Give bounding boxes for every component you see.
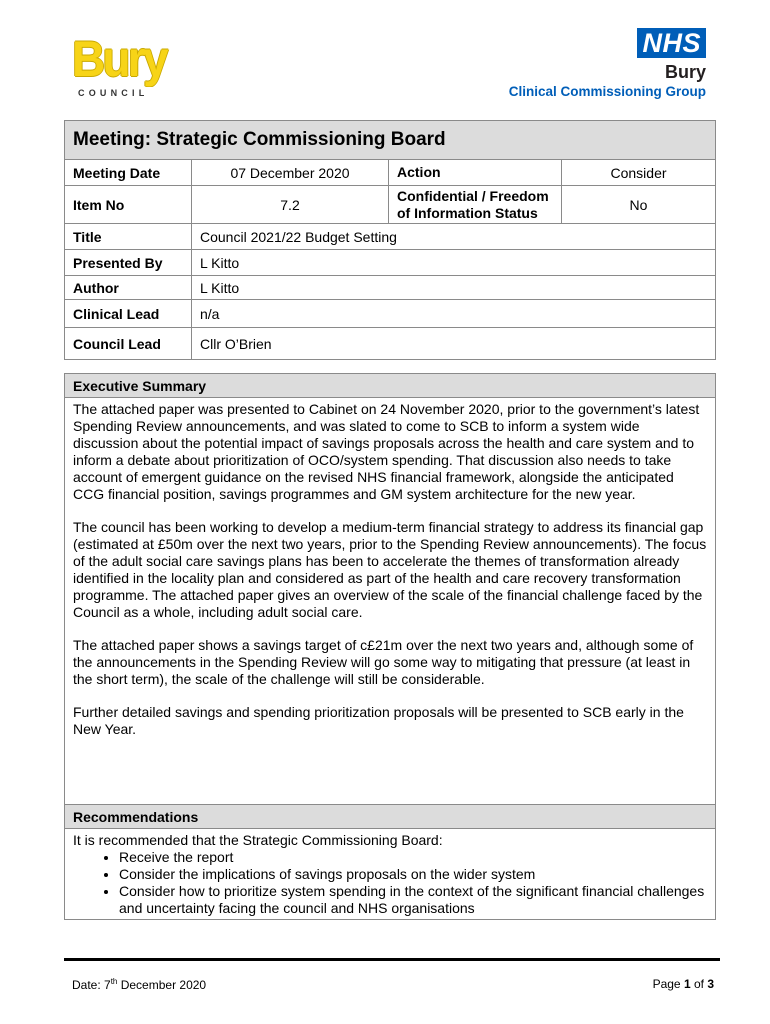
recommendations-list <box>73 849 707 917</box>
footer-date-sup: th <box>110 977 118 986</box>
footer-date-suffix: December 2020 <box>117 978 207 992</box>
bury-council-logo <box>72 31 176 98</box>
title-label: Title <box>65 224 192 250</box>
action-value: Consider <box>562 160 716 186</box>
executive-summary-paragraph: The attached paper was presented to Cabinet on 24 November 2020, prior to the government’s latest Spending Review announcements, and was slated to come to SCB to inform a system wide discussion about the potential impact of savings proposals across the health and care system and to inform a debate about prioritization of OCO/system spending. That discussion also needs to take account of emergent guidance on the revised NHS financial framework, alongside the anticipated CCG financial position, savings programmes and GM system architecture for the new year. <box>73 401 700 502</box>
title-value: Council 2021/22 Budget Setting <box>192 224 716 250</box>
author-label: Author <box>65 276 192 300</box>
meeting-title-row <box>65 121 716 160</box>
item-no-row <box>65 186 716 224</box>
footer-page-number <box>653 977 714 991</box>
meeting-details-table <box>64 120 716 360</box>
recommendation-item: • Receive the report <box>119 849 707 866</box>
council-lead-value: Cllr O’Brien <box>192 328 716 360</box>
item-no-value: 7.2 <box>192 186 389 224</box>
foi-status-label: Confidential / Freedom of Information Status <box>389 186 562 224</box>
council-lead-label: Council Lead <box>65 328 192 360</box>
footer-date <box>72 977 206 992</box>
footer-divider <box>64 958 720 961</box>
council-lead-row <box>65 328 716 360</box>
presented-by-row <box>65 250 716 276</box>
recommendations-body <box>65 829 715 923</box>
clinical-lead-row <box>65 300 716 328</box>
executive-summary-paragraph: The council has been working to develop a medium-term financial strategy to address its financial gap (estimated at £50m over the next two years, prior to the Spending Review announcements). The focus of the adult social care savings plans has been to accelerate the themes of transformation already identified in the locality plan and considered as part of the health and care recovery transformation programme. The attached paper gives an overview of the scale of the financial challenge faced by the Council as a whole, including adult social care. <box>73 519 707 620</box>
author-value: L Kitto <box>192 276 716 300</box>
nhs-org-name: Bury <box>664 62 706 82</box>
meeting-date-row <box>65 160 716 186</box>
executive-summary-section <box>64 373 716 805</box>
clinical-lead-value: n/a <box>192 300 716 328</box>
recommendation-item: • Consider the implications of savings proposals on the wider system <box>119 866 707 883</box>
meeting-title: Meeting: Strategic Commissioning Board <box>65 121 716 160</box>
footer-date-prefix: Date: 7 <box>72 978 111 992</box>
footer-page-of: of <box>690 977 708 991</box>
recommendations-heading: Recommendations <box>65 805 715 829</box>
footer-page-prefix: Page <box>652 977 684 991</box>
presented-by-value: L Kitto <box>192 250 716 276</box>
clinical-lead-label: Clinical Lead <box>65 300 192 328</box>
item-no-label: Item No <box>65 186 192 224</box>
bury-council-logo-word: Bury <box>72 31 166 87</box>
foi-status-value: No <box>562 186 716 224</box>
footer-page-total: 3 <box>707 977 714 991</box>
executive-summary-body <box>65 398 715 744</box>
recommendation-item: • Consider how to prioritize system spending in the context of the significant financial challenges and uncertainty facing the council and NHS organisations <box>119 883 707 917</box>
author-row <box>65 276 716 300</box>
footer-page-current: 1 <box>683 977 691 991</box>
nhs-org-subtitle: Clinical Commissioning Group <box>508 84 706 99</box>
nhs-logo <box>509 28 706 100</box>
recommendations-section <box>64 804 716 920</box>
action-label: Action <box>389 160 562 186</box>
executive-summary-paragraph: Further detailed savings and spending prioritization proposals will be presented to SCB early in the New Year. <box>73 704 684 737</box>
presented-by-label: Presented By <box>65 250 192 276</box>
title-row <box>65 224 716 250</box>
meeting-date-value: 07 December 2020 <box>192 160 389 186</box>
executive-summary-paragraph: The attached paper shows a savings target of c£21m over the next two years and, although some of the announcements in the Spending Review will go some way to mitigating that pressure (at least in the short term), the scale of the challenge will still be considerable. <box>73 637 694 687</box>
nhs-badge: NHS <box>637 28 706 58</box>
recommendations-intro: It is recommended that the Strategic Commissioning Board: <box>73 832 443 848</box>
meeting-date-label: Meeting Date <box>65 160 192 186</box>
executive-summary-heading: Executive Summary <box>65 374 715 398</box>
bury-council-logo-sub: COUNCIL <box>78 88 149 98</box>
